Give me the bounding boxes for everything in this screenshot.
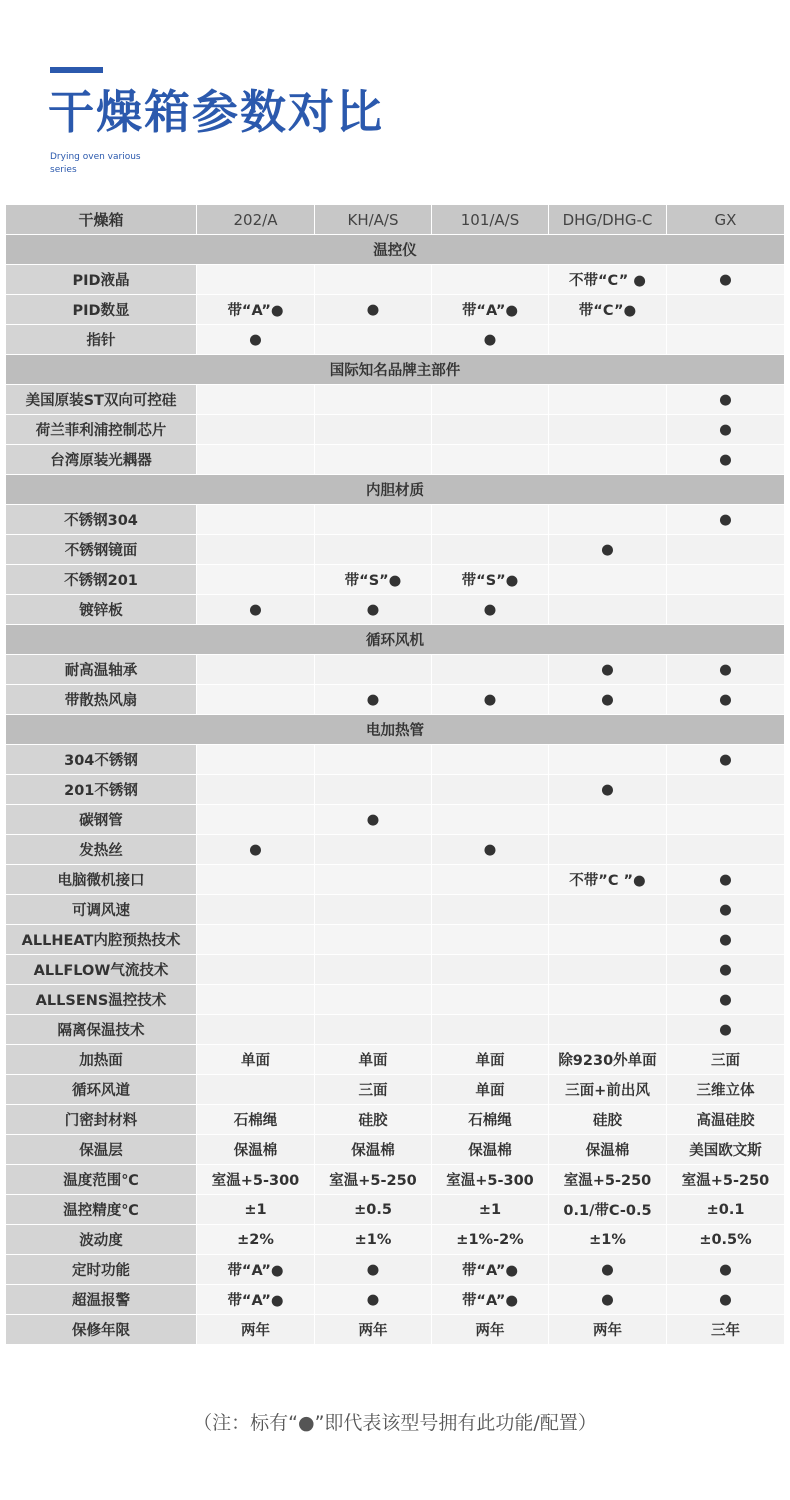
table-row (6, 955, 785, 985)
row-label: 荷兰菲利浦控制芯片 (6, 415, 197, 445)
table-row (6, 1255, 785, 1285)
table-cell (315, 385, 432, 415)
table-cell: ±1% (549, 1225, 667, 1255)
row-label: 带散热风扇 (6, 685, 197, 715)
table-cell: ● (315, 295, 432, 325)
table-cell: ● (315, 1285, 432, 1315)
table-cell: ±0.5% (667, 1225, 785, 1255)
table-cell: ● (667, 985, 785, 1015)
table-cell (549, 415, 667, 445)
table-row (6, 1015, 785, 1045)
table-cell (432, 445, 549, 475)
table-cell (197, 955, 315, 985)
table-cell (315, 505, 432, 535)
table-cell: 带“C”● (549, 295, 667, 325)
table-cell (549, 505, 667, 535)
table-cell: ● (315, 1255, 432, 1285)
table-cell: ● (549, 1255, 667, 1285)
table-cell: 硅胶 (549, 1105, 667, 1135)
row-label: 201不锈钢 (6, 775, 197, 805)
table-cell: 三维立体 (667, 1075, 785, 1105)
table-cell (549, 1015, 667, 1045)
table-row (6, 295, 785, 325)
table-cell: ● (432, 325, 549, 355)
comparison-table (5, 204, 785, 1345)
table-cell (432, 1015, 549, 1045)
row-label: 指针 (6, 325, 197, 355)
table-cell: 硅胶 (315, 1105, 432, 1135)
table-cell: ● (667, 505, 785, 535)
table-row (6, 835, 785, 865)
subtitle-line: Drying oven various (50, 152, 141, 162)
table-cell: ● (667, 415, 785, 445)
table-cell: 三面+前出风 (549, 1075, 667, 1105)
table-cell: ● (432, 685, 549, 715)
table-cell: ● (667, 1285, 785, 1315)
table-row (6, 415, 785, 445)
row-label: 门密封材料 (6, 1105, 197, 1135)
row-label: 不锈钢镜面 (6, 535, 197, 565)
table-cell: ±1 (197, 1195, 315, 1225)
row-label: 加热面 (6, 1045, 197, 1075)
table-cell (432, 985, 549, 1015)
table-cell: ● (315, 805, 432, 835)
table-cell (432, 865, 549, 895)
table-cell: 带“A”● (197, 1255, 315, 1285)
table-cell (197, 745, 315, 775)
table-cell: ● (197, 595, 315, 625)
table-cell (315, 265, 432, 295)
table-body (6, 235, 785, 1345)
column-header: 干燥箱 (6, 205, 197, 235)
table-cell: ● (549, 775, 667, 805)
table-row (6, 1285, 785, 1315)
table-row (6, 865, 785, 895)
table-cell: ±1% (315, 1225, 432, 1255)
table-cell (315, 925, 432, 955)
row-label: 电脑微机接口 (6, 865, 197, 895)
table-cell: ● (197, 325, 315, 355)
table-cell: 单面 (315, 1045, 432, 1075)
row-label: 定时功能 (6, 1255, 197, 1285)
column-header: DHG/DHG-C (549, 205, 667, 235)
row-label: 温度范围℃ (6, 1165, 197, 1195)
table-cell (549, 895, 667, 925)
row-label: PID液晶 (6, 265, 197, 295)
table-cell (667, 325, 785, 355)
table-cell (197, 385, 315, 415)
table-cell: 单面 (432, 1075, 549, 1105)
table-cell: 两年 (432, 1315, 549, 1345)
table-cell: 带“A”● (432, 1285, 549, 1315)
table-cell: 美国欧文斯 (667, 1135, 785, 1165)
table-row (6, 1315, 785, 1345)
table-cell (667, 295, 785, 325)
table-cell (549, 325, 667, 355)
section-title: 电加热管 (6, 715, 785, 745)
table-cell (667, 595, 785, 625)
table-cell (315, 895, 432, 925)
table-row (6, 505, 785, 535)
table-cell (197, 985, 315, 1015)
table-cell (315, 535, 432, 565)
table-cell: ±1 (432, 1195, 549, 1225)
table-row (6, 745, 785, 775)
table-row (6, 1225, 785, 1255)
table-cell (197, 865, 315, 895)
table-cell (432, 805, 549, 835)
column-header: 101/A/S (432, 205, 549, 235)
table-cell (549, 805, 667, 835)
table-cell (667, 775, 785, 805)
page-subtitle (50, 151, 170, 177)
table-cell (432, 385, 549, 415)
table-cell: ● (667, 385, 785, 415)
table-cell (315, 955, 432, 985)
table-cell (315, 985, 432, 1015)
table-cell: ±1%-2% (432, 1225, 549, 1255)
table-cell: 三面 (315, 1075, 432, 1105)
table-cell (432, 775, 549, 805)
table-cell (197, 265, 315, 295)
table-cell: 带“S”● (315, 565, 432, 595)
table-row (6, 895, 785, 925)
table-cell: 0.1/带C-0.5 (549, 1195, 667, 1225)
table-cell: 带“A”● (432, 1255, 549, 1285)
table-cell: ±0.5 (315, 1195, 432, 1225)
row-label: 不锈钢201 (6, 565, 197, 595)
row-label: PID数显 (6, 295, 197, 325)
section-row (6, 715, 785, 745)
column-header: KH/A/S (315, 205, 432, 235)
table-cell (432, 745, 549, 775)
table-row (6, 985, 785, 1015)
table-cell: ● (667, 895, 785, 925)
table-cell: 高温硅胶 (667, 1105, 785, 1135)
table-cell: ● (549, 685, 667, 715)
table-cell: 三面 (667, 1045, 785, 1075)
table-cell (667, 565, 785, 595)
row-label: 可调风速 (6, 895, 197, 925)
table-cell (549, 835, 667, 865)
table-cell (197, 895, 315, 925)
table-cell: ● (549, 1285, 667, 1315)
row-label: 保温层 (6, 1135, 197, 1165)
table-cell: ● (667, 955, 785, 985)
table-cell (549, 925, 667, 955)
table-cell: 带“A”● (432, 295, 549, 325)
table-cell (315, 325, 432, 355)
table-cell: 带“A”● (197, 1285, 315, 1315)
table-cell (667, 835, 785, 865)
title-accent-bar (50, 67, 103, 73)
section-title: 内胆材质 (6, 475, 785, 505)
section-title: 循环风机 (6, 625, 785, 655)
table-cell: 两年 (315, 1315, 432, 1345)
row-label: ALLSENS温控技术 (6, 985, 197, 1015)
table-cell (315, 745, 432, 775)
table-cell: ● (315, 685, 432, 715)
table-row (6, 595, 785, 625)
table-cell: 室温+5-300 (432, 1165, 549, 1195)
row-label: 发热丝 (6, 835, 197, 865)
subtitle-line: series (50, 165, 77, 175)
table-cell (432, 925, 549, 955)
table-row (6, 1165, 785, 1195)
table-cell (197, 1075, 315, 1105)
table-row (6, 265, 785, 295)
section-title: 温控仪 (6, 235, 785, 265)
table-cell: ● (667, 865, 785, 895)
table-cell: ● (432, 835, 549, 865)
table-cell: ● (667, 1255, 785, 1285)
table-cell: ● (667, 1015, 785, 1045)
table-cell: ● (667, 265, 785, 295)
row-label: 镀锌板 (6, 595, 197, 625)
row-label: 循环风道 (6, 1075, 197, 1105)
table-cell (549, 385, 667, 415)
table-cell (197, 505, 315, 535)
table-cell: ● (549, 535, 667, 565)
table-row (6, 805, 785, 835)
table-cell: 单面 (197, 1045, 315, 1075)
table-cell: 石棉绳 (432, 1105, 549, 1135)
table-row (6, 775, 785, 805)
table-cell: ● (432, 595, 549, 625)
table-cell: ● (667, 685, 785, 715)
table-cell (432, 415, 549, 445)
table-row (6, 685, 785, 715)
table-cell (315, 865, 432, 895)
table-cell (197, 565, 315, 595)
table-cell: 带“S”● (432, 565, 549, 595)
table-cell (315, 775, 432, 805)
table-cell (432, 655, 549, 685)
table-cell: ● (197, 835, 315, 865)
row-label: ALLHEAT内腔预热技术 (6, 925, 197, 955)
table-cell: 带“A”● (197, 295, 315, 325)
table-cell (432, 535, 549, 565)
section-row (6, 475, 785, 505)
column-header: GX (667, 205, 785, 235)
column-header: 202/A (197, 205, 315, 235)
table-cell (197, 445, 315, 475)
table-cell: ● (315, 595, 432, 625)
table-row (6, 1075, 785, 1105)
table-cell (432, 955, 549, 985)
table-cell (667, 535, 785, 565)
table-cell (549, 595, 667, 625)
table-row (6, 535, 785, 565)
table-cell (197, 925, 315, 955)
table-cell (315, 1015, 432, 1045)
row-label: 不锈钢304 (6, 505, 197, 535)
table-cell (315, 835, 432, 865)
row-label: 碳钢管 (6, 805, 197, 835)
table-row (6, 1135, 785, 1165)
row-label: 台湾原装光耦器 (6, 445, 197, 475)
table-row (6, 1105, 785, 1135)
section-row (6, 235, 785, 265)
table-cell (432, 505, 549, 535)
table-row (6, 325, 785, 355)
table-cell: 保温棉 (549, 1135, 667, 1165)
table-cell (549, 445, 667, 475)
table-cell (549, 955, 667, 985)
table-cell (197, 535, 315, 565)
table-cell: 室温+5-250 (549, 1165, 667, 1195)
table-cell (197, 775, 315, 805)
table-cell: 不带”C ”● (549, 865, 667, 895)
table-cell (549, 745, 667, 775)
table-cell (315, 445, 432, 475)
table-cell (197, 685, 315, 715)
table-cell: 室温+5-300 (197, 1165, 315, 1195)
table-cell: ±2% (197, 1225, 315, 1255)
footer-note: （注：标有“●”即代表该型号拥有此功能/配置） (193, 1412, 597, 1434)
table-cell (315, 415, 432, 445)
table-row (6, 385, 785, 415)
row-label: 保修年限 (6, 1315, 197, 1345)
page-title: 干燥箱参数对比 (48, 85, 384, 139)
table-cell: 三年 (667, 1315, 785, 1345)
row-label: 隔离保温技术 (6, 1015, 197, 1045)
row-label: 温控精度℃ (6, 1195, 197, 1225)
section-row (6, 355, 785, 385)
table-row (6, 445, 785, 475)
table-cell (197, 415, 315, 445)
table-cell: 保温棉 (315, 1135, 432, 1165)
table-cell (432, 895, 549, 925)
table-cell: 两年 (549, 1315, 667, 1345)
row-label: 304不锈钢 (6, 745, 197, 775)
table-cell (667, 805, 785, 835)
table-cell: 保温棉 (432, 1135, 549, 1165)
table-row (6, 925, 785, 955)
table-cell: ● (667, 655, 785, 685)
table-row (6, 1045, 785, 1075)
section-title: 国际知名品牌主部件 (6, 355, 785, 385)
table-cell: ● (667, 925, 785, 955)
table-cell: ● (549, 655, 667, 685)
table-cell: 不带“C” ● (549, 265, 667, 295)
table-cell: 保温棉 (197, 1135, 315, 1165)
table-cell: ±0.1 (667, 1195, 785, 1225)
table-cell (549, 985, 667, 1015)
row-label: 美国原装ST双向可控硅 (6, 385, 197, 415)
table-cell (315, 655, 432, 685)
row-label: 超温报警 (6, 1285, 197, 1315)
table-cell: 单面 (432, 1045, 549, 1075)
table-row (6, 565, 785, 595)
table-cell (197, 805, 315, 835)
table-cell (197, 655, 315, 685)
table-cell: 室温+5-250 (667, 1165, 785, 1195)
table-cell (197, 1015, 315, 1045)
table-cell: ● (667, 445, 785, 475)
table-cell (549, 565, 667, 595)
row-label: 波动度 (6, 1225, 197, 1255)
table-cell: 室温+5-250 (315, 1165, 432, 1195)
table-cell: 除9230外单面 (549, 1045, 667, 1075)
table-cell (432, 265, 549, 295)
table-cell: 两年 (197, 1315, 315, 1345)
table-cell: ● (667, 745, 785, 775)
table-cell: 石棉绳 (197, 1105, 315, 1135)
table-row (6, 1195, 785, 1225)
row-label: 耐高温轴承 (6, 655, 197, 685)
row-label: ALLFLOW气流技术 (6, 955, 197, 985)
section-row (6, 625, 785, 655)
table-row (6, 655, 785, 685)
table-header-row (6, 205, 785, 235)
